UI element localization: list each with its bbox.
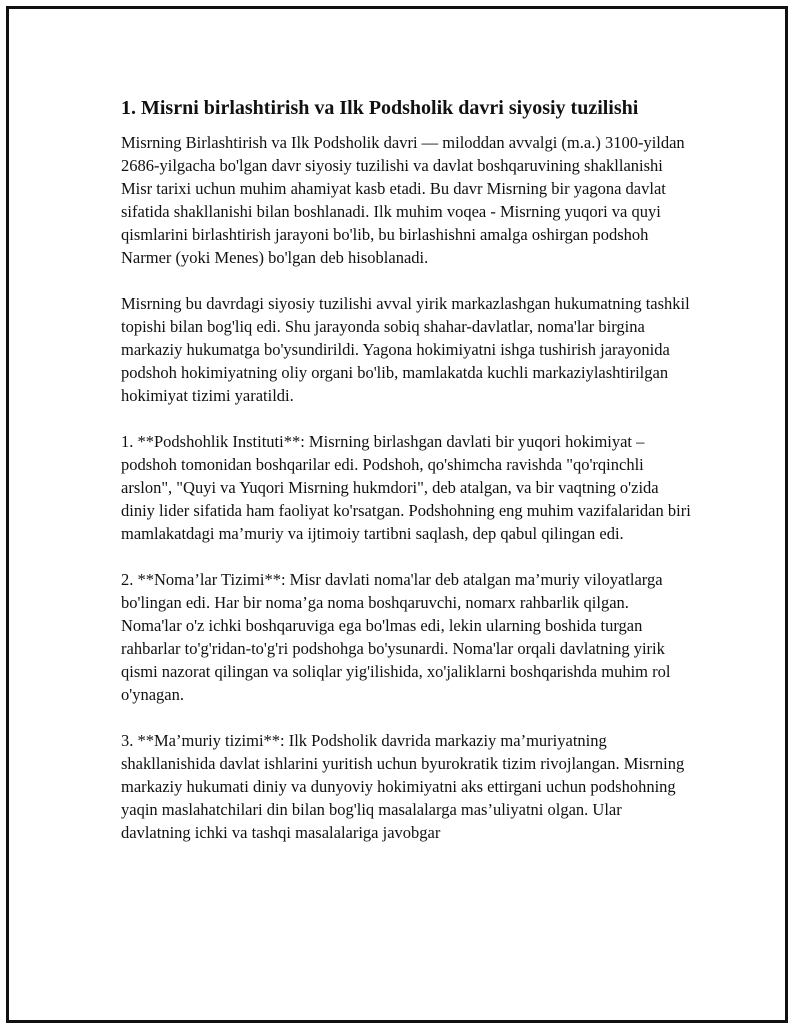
paragraph-intro: Misrning Birlashtirish va Ilk Podsholik davri — miloddan avvalgi (m.a.) 3100-yildan 2686-yilgacha bo'lgan davr siyosiy tuzilishi va davlat boshqaruvining shakllanishi Misr tarixi uchun muhim ahamiyat kasb etadi. Bu davr Misrning bir yagona davlat sifatida shakllanishi bilan boshlanadi. Ilk muhim voqea - Misrning yuqori va quyi qismlarini birlashtirish jarayoni bo'lib, bu birlashishni amalga oshirgan podshoh Narmer (yoki Menes) bo'lgan deb hisoblanadi.: [121, 133, 685, 267]
paragraph-kingship-institution: 1. **Podshohlik Instituti**: Misrning birlashgan davlati bir yuqori hokimiyat – podshoh tomonidan boshqarilar edi. Podshoh, qo'shimcha ravishda "qo'rqinchli arslon", "Quyi va Yuqori Misrning hukmdori", deb atalgan, va bir vaqtning o'zida diniy lider sifatida ham faoliyat ko'rsatgan. Podshohning eng muhim vazifalaridan biri mamlakatdagi ma’muriy va ijtimoiy tartibni saqlash, dep qabul qilingan edi.: [121, 432, 691, 543]
paragraph-nome-system: 2. **Noma’lar Tizimi**: Misr davlati noma'lar deb atalgan ma’muriy viloyatlarga bo'lingan edi. Har bir noma’ga noma boshqaruvchi, nomarx rahbarlik qilgan. Noma'lar o'z ichki boshqaruviga ega bo'lmas edi, lekin ularning boshida turgan rahbarlar to'g'ridan-to'g'ri podshohga bo'ysunardi. Noma'lar orqali davlatning yirik qismi nazorat qilingan va soliqlar yig'ilishida, xo'jaliklarni boshqarishda muhim rol o'ynagan.: [121, 570, 671, 704]
document-title: 1. Misrni birlashtirish va Ilk Podsholik davri siyosiy tuzilishi: [121, 97, 639, 119]
paragraph-political-structure: Misrning bu davrdagi siyosiy tuzilishi avval yirik markazlashgan hukumatning tashkil topishi bilan bog'liq edi. Shu jarayonda sobiq shahar-davlatlar, noma'lar birgina markaziy hukumatga bo'ysundirildi. Yagona hokimiyatni ishga tushirish jarayonida podshoh hokimiyatning oliy organi bo'lib, mamlakatda kuchli markaziylashtirilgan hokimiyat tizimi yaratildi.: [121, 294, 690, 405]
paragraph-administrative-system: 3. **Ma’muriy tizimi**: Ilk Podsholik davrida markaziy ma’muriyatning shakllanishida davlat ishlarini yuritish uchun byurokratik tizim rivojlangan. Misrning markaziy hukumati diniy va dunyoviy hokimiyatni aks ettirgani uchun podshohning yaqin maslahatchilari din bilan bog'liq masalalarga mas’uliyatni olgan. Ular davlatning ichki va tashqi masalalariga javobgar: [121, 731, 685, 842]
document-page: [6, 6, 788, 1023]
document-body: [121, 95, 691, 844]
